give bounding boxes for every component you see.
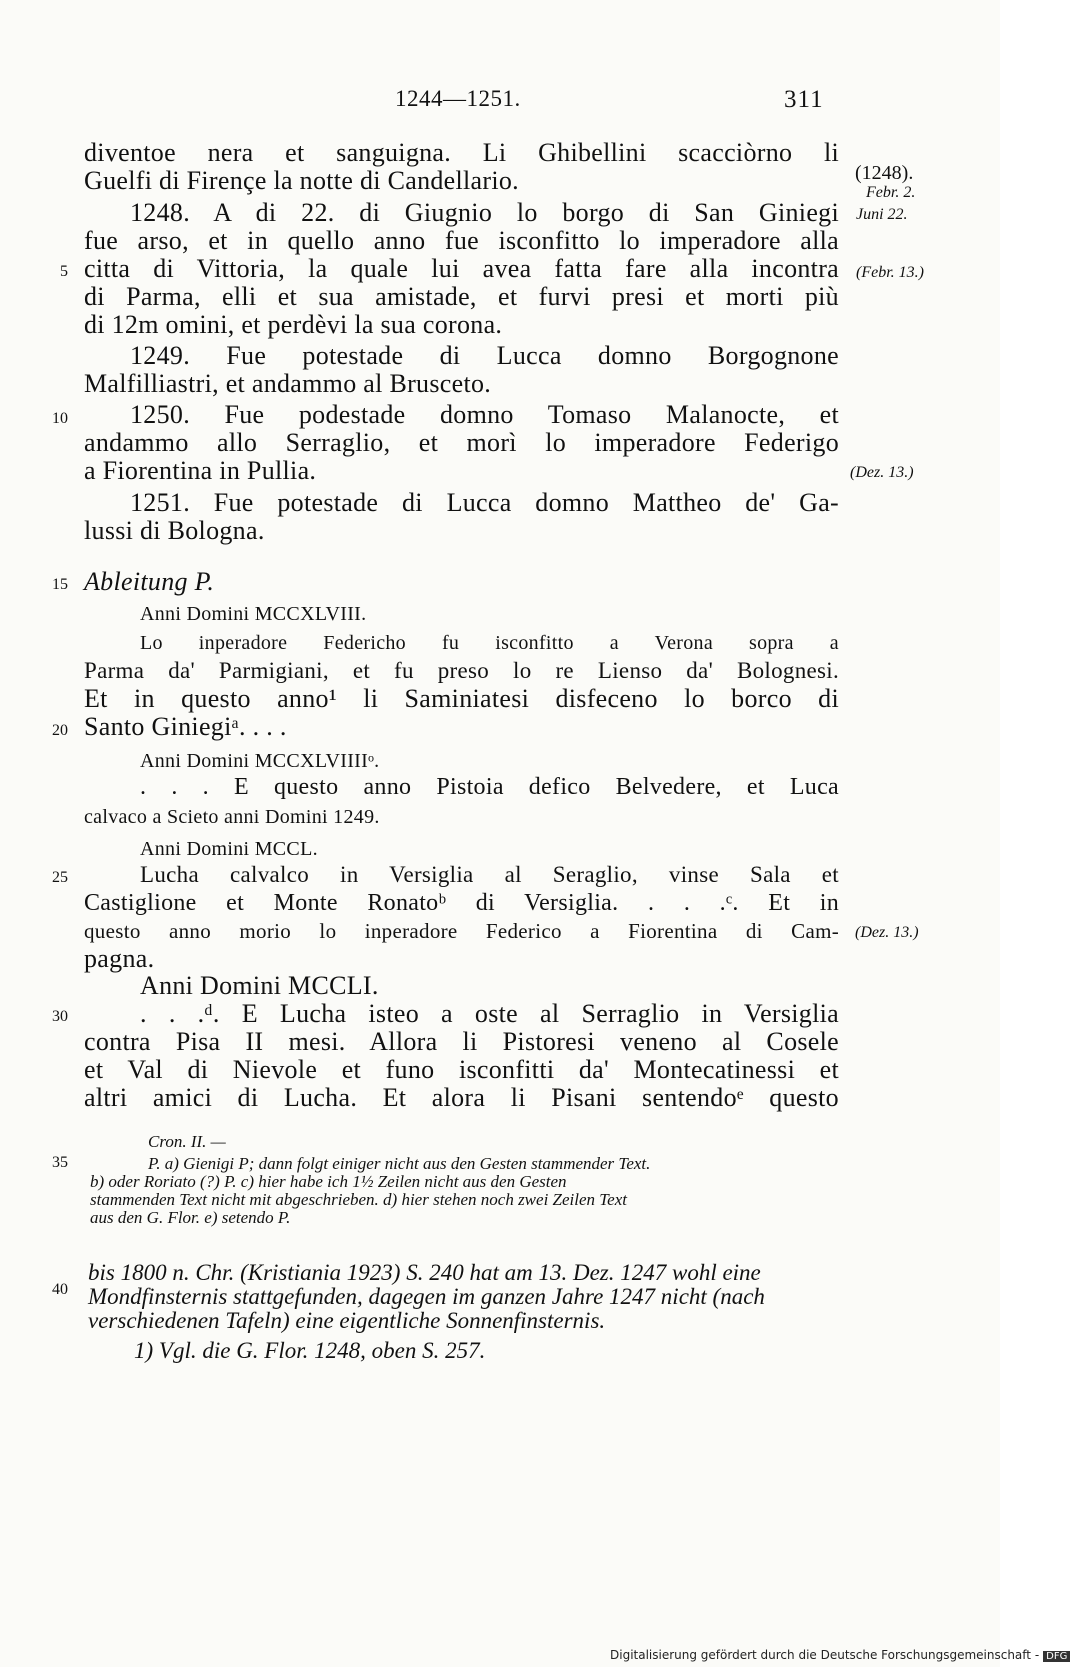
line-number: 30 — [52, 1008, 68, 1025]
apparatus-line: aus den G. Flor. e) setendo P. — [90, 1208, 291, 1227]
running-head: 1244—1251. — [395, 86, 521, 111]
note-line: bis 1800 n. Chr. (Kristiania 1923) S. 240 hat am 13. Dez. 1247 wohl eine — [88, 1260, 761, 1285]
text-line: Santo Giniegiᵃ. . . . — [84, 712, 287, 741]
digitization-credit — [610, 1648, 1070, 1662]
text-line: 1250. Fue podestade domno Tomaso Malanocte, et — [130, 400, 839, 429]
line-number: 10 — [52, 410, 68, 427]
margin-note: Febr. 2. — [866, 184, 916, 201]
credit-text: Digitalisierung gefördert durch die Deutsche Forschungsgemeinschaft - — [610, 1648, 1040, 1662]
page-header — [0, 86, 1000, 116]
page-number: 311 — [784, 86, 824, 113]
line-number: 35 — [52, 1154, 68, 1171]
text-line: Anni Domini MCCL. — [140, 838, 318, 860]
dfg-logo: DFG — [1043, 1651, 1070, 1662]
text-line: pagna. — [84, 944, 155, 973]
text-line: Lucha calvalco in Versiglia al Seraglio, vinse Sala et — [140, 862, 839, 887]
text-line: Lo inperadore Federicho fu isconfitto a Verona sopra a — [140, 632, 839, 654]
text-line: 1249. Fue potestade di Lucca domno Borgognone — [130, 341, 839, 370]
margin-note: (Dez. 13.) — [855, 924, 919, 941]
text-line: altri amici di Lucha. Et alora li Pisani sentendoᵉ questo — [84, 1083, 839, 1112]
apparatus-line: P. a) Gienigi P; dann folgt einiger nicht aus den Gesten stammender Text. — [148, 1154, 651, 1173]
text-line: . . . E questo anno Pistoia defico Belvedere, et Luca — [140, 774, 839, 800]
text-line: 1251. Fue potestade di Lucca domno Mattheo de' Ga- — [130, 488, 839, 517]
note-line: verschiedenen Tafeln) eine eigentliche Sonnenfinsternis. — [88, 1308, 606, 1333]
text-line: Anni Domini MCCXLVIII. — [140, 603, 367, 625]
text-line: Et in questo anno¹ li Saminiatesi disfeceno lo borco di — [84, 684, 839, 713]
text-line: andammo allo Serraglio, et morì lo imperadore Federigo — [84, 428, 839, 457]
apparatus-line: stammenden Text nicht mit abgeschrieben. d) hier stehen noch zwei Zeilen Text — [90, 1190, 627, 1209]
margin-note: (1248). — [855, 162, 914, 184]
text-line: Castiglione et Monte Ronatoᵇ di Versiglia. . . .ᶜ. Et in — [84, 890, 839, 916]
text-line: a Fiorentina in Pullia. — [84, 456, 317, 485]
text-line: fue arso, et in quello anno fue isconfitto lo imperadore alla — [84, 226, 839, 255]
text-line: contra Pisa II mesi. Allora li Pistoresi veneno al Cosele — [84, 1027, 839, 1056]
line-number: 20 — [52, 722, 68, 739]
line-number: 40 — [52, 1281, 68, 1298]
text-line: et Val di Nievole et funo isconfitti da' Montecatinessi et — [84, 1055, 839, 1084]
note-line: Mondfinsternis stattgefunden, dagegen im ganzen Jahre 1247 nicht (nach — [88, 1284, 765, 1309]
text-line: lussi di Bologna. — [84, 516, 265, 545]
footnote: 1) Vgl. die G. Flor. 1248, oben S. 257. — [134, 1338, 486, 1363]
text-line: calvaco a Scieto anni Domini 1249. — [84, 806, 380, 828]
line-number: 15 — [52, 576, 68, 593]
text-line: Malfilliastri, et andammo al Brusceto. — [84, 369, 492, 398]
section-title: Ableitung P. — [84, 567, 215, 596]
line-number: 25 — [52, 869, 68, 886]
margin-note: (Febr. 13.) — [856, 264, 924, 281]
text-line: Anni Domini MCCXLVIIIIᵒ. — [140, 750, 380, 772]
margin-note: Juni 22. — [856, 206, 908, 223]
text-line: . . .ᵈ. E Lucha isteo a oste al Serraglio in Versiglia — [140, 999, 839, 1028]
apparatus-line: b) oder Roriato (?) P. c) hier habe ich 1½ Zeilen nicht aus den Gesten — [90, 1172, 567, 1191]
text-line: di 12m omini, et perdèvi la sua corona. — [84, 310, 503, 339]
text-line: diventoe nera et sanguigna. Li Ghibellini scacciòrno li — [84, 138, 839, 167]
text-line: 1248. A di 22. di Giugnio lo borgo di San Giniegi — [130, 198, 839, 227]
text-line: Anni Domini MCCLI. — [140, 971, 379, 1000]
text-line: Parma da' Parmigiani, et fu preso lo re Lienso da' Bolognesi. — [84, 658, 839, 683]
text-line: di Parma, elli et sua amistade, et furvi presi et morti più — [84, 282, 839, 311]
text-line: citta di Vittoria, la quale lui avea fatta fare alla incontra — [84, 254, 839, 283]
text-line: Guelfi di Firençe la notte di Candellario. — [84, 166, 519, 195]
margin-note: (Dez. 13.) — [850, 464, 914, 481]
text-line: questo anno morio lo inperadore Federico a Fiorentina di Cam- — [84, 919, 839, 943]
apparatus-line: Cron. II. — — [148, 1132, 226, 1151]
line-number: 5 — [60, 263, 68, 280]
